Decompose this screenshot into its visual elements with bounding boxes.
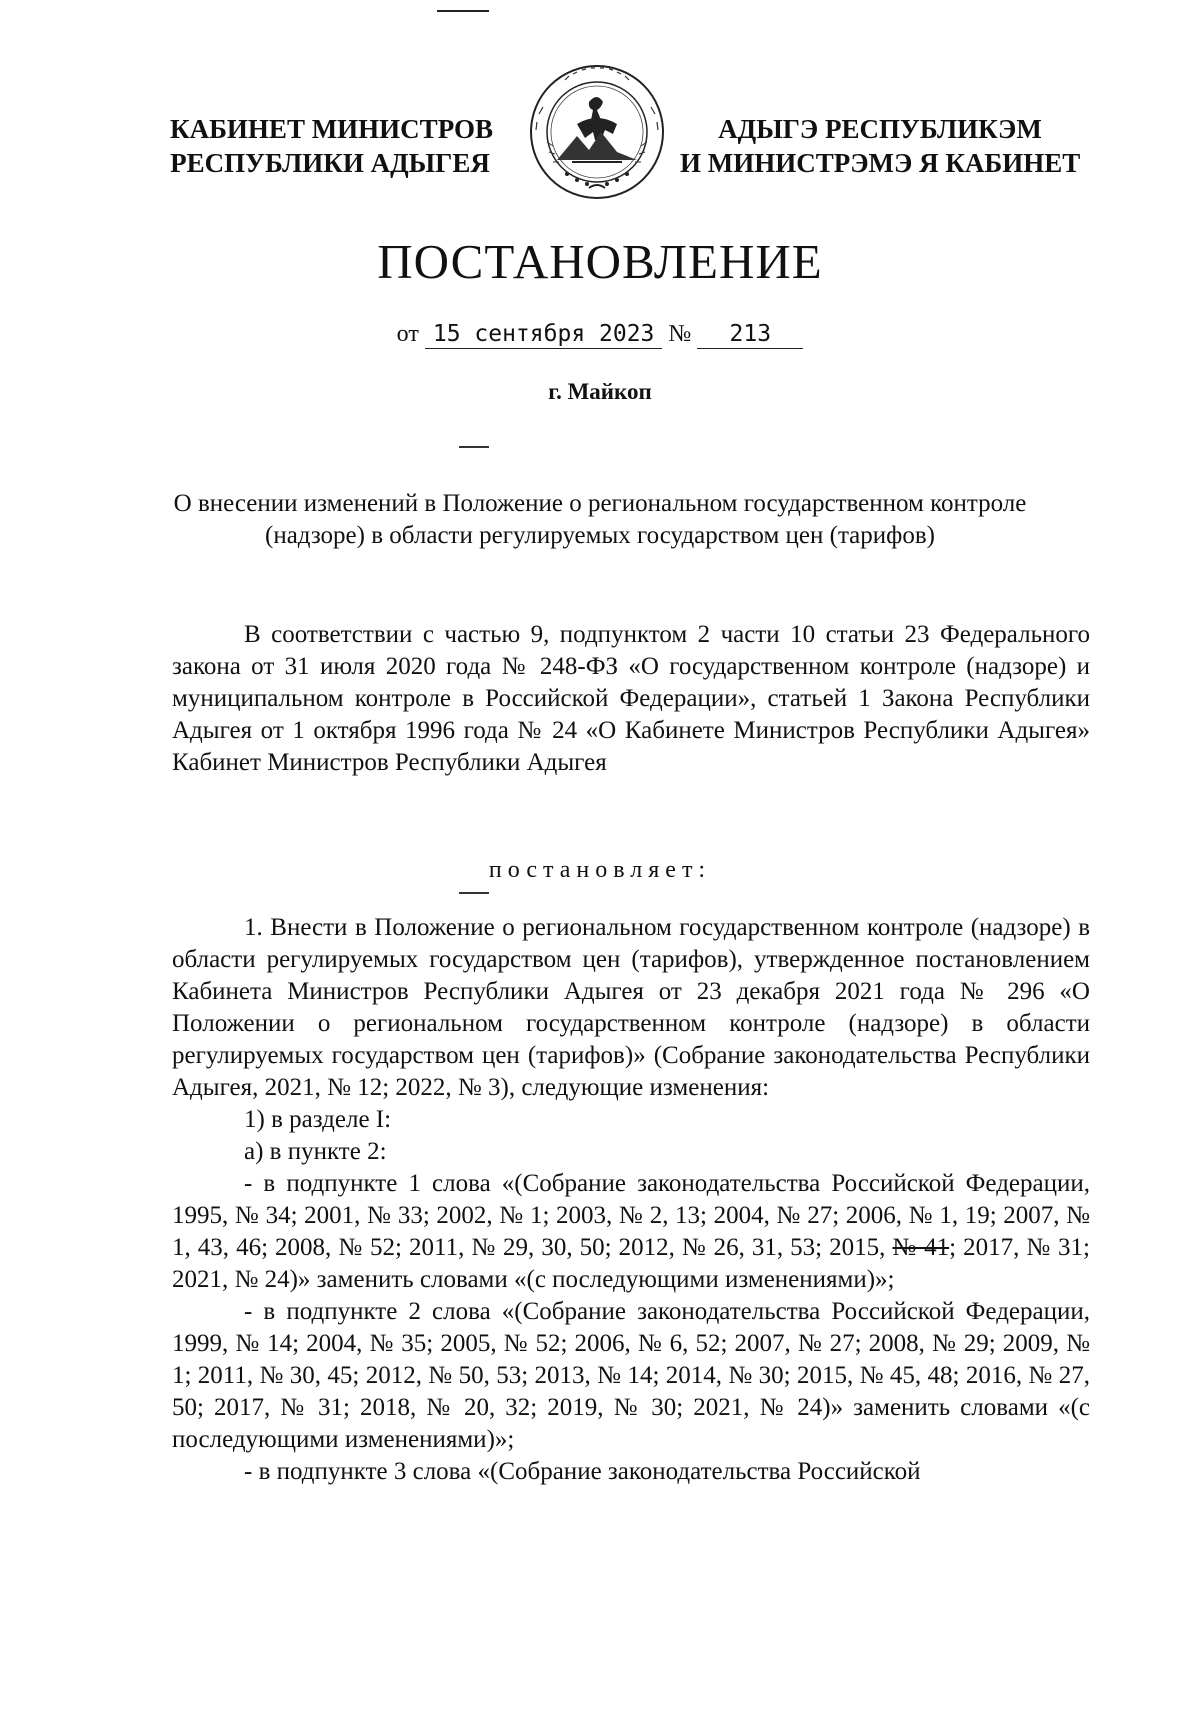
paragraph-item-1: 1. Внести в Положение о региональном государственном контроле (надзоре) в области регулируемых государством цен (тарифов), утвержденное постановлением Кабинета Министров Республики Адыгея от 23 декабря 2021 года № 296 «О Положении о региональном государственном контроле (надзоре) в области регулируемых государством цен (тарифов)» (Собрание законодательства Республики Адыгея, 2021, № 12; 2022, № 3), следующие изменения: — [172, 914, 1090, 1101]
resolve-word: постановляет: — [488, 857, 712, 883]
paragraph-section-1: 1) в разделе I: — [244, 1106, 392, 1133]
resolve-dash — [459, 892, 489, 894]
struck-out-text: № 41 — [892, 1234, 950, 1261]
paragraph-subpoint-3: - в подпункте 3 слова «(Собрание законодательства Российской — [244, 1458, 921, 1485]
paragraph-point-a: а) в пункте 2: — [244, 1138, 387, 1165]
header-right-line1: АДЫГЭ РЕСПУБЛИКЭМ — [718, 114, 1042, 144]
document-number: 213 — [697, 320, 803, 349]
paragraph-subpoint-1 — [172, 1168, 1090, 1296]
header-left-line1: КАБИНЕТ МИНИСТРОВ — [170, 114, 494, 144]
header-right — [680, 112, 1080, 180]
city-name: г. Майкоп — [548, 379, 652, 404]
header-left-line2: РЕСПУБЛИКИ АДЫГЕЯ — [170, 148, 490, 178]
date-prefix: от — [396, 321, 419, 347]
main-body — [172, 912, 1090, 1488]
subpoint-1-text-a: - в подпункте 1 слова «(Собрание законодательства Российской Федерации, 1995, № 34; 2001, № 33; 2002, № 1; 2003, № 2, 13; 2004, № 27; 2006, № 1, 19; 2007, № 1, 43, 46; 2008, № 52; 2011, № 29, 30, 50; 2012, № 26, 31, 53; 2015, — [172, 1170, 1090, 1261]
document-title: ПОСТАНОВЛЕНИЕ — [377, 234, 823, 289]
header-left — [170, 112, 494, 180]
date-number-line — [0, 318, 1200, 350]
preamble-text: В соответствии с частью 9, подпунктом 2 части 10 статьи 23 Федерального закона от 31 июля 2020 года № 248-ФЗ «О государственном контроле (надзоре) и муниципальном контроле в Российской Федерации», статьей 1 Закона Республики Адыгея от 1 октября 1996 года № 24 «О Кабинете Министров Республики Адыгея» Кабинет Министров Республики Адыгея — [172, 621, 1090, 776]
top-dash-mark — [437, 10, 489, 12]
separator-dash — [459, 446, 489, 448]
coat-of-arms-icon — [527, 62, 667, 202]
preamble — [172, 619, 1090, 779]
paragraph-subpoint-2: - в подпункте 2 слова «(Собрание законодательства Российской Федерации, 1999, № 14; 2004, № 35; 2005, № 52; 2006, № 6, 52; 2007, № 27; 2008, № 29; 2009, № 1; 2011, № 30, 45; 2012, № 50, 53; 2013, № 14; 2014, № 30; 2015, № 45, 48; 2016, № 27, 50; 2017, № 31; 2018, № 20, 32; 2019, № 30; 2021, № 24)» заменить словами «(с последующими изменениями)»; — [172, 1298, 1090, 1453]
document-date: 15 сентября 2023 — [425, 320, 663, 349]
header-right-line2: И МИНИСТРЭМЭ Я КАБИНЕТ — [680, 148, 1081, 178]
number-sign: № — [668, 321, 692, 347]
subpoint-1-text-b: ; 2017, № 31; 2021, № 24)» заменить словами «(с последующими изменениями)»; — [172, 1234, 1091, 1293]
document-subject: О внесении изменений в Положение о региональном государственном контроле (надзоре) в области регулируемых государством цен (тарифов) — [173, 490, 1027, 549]
